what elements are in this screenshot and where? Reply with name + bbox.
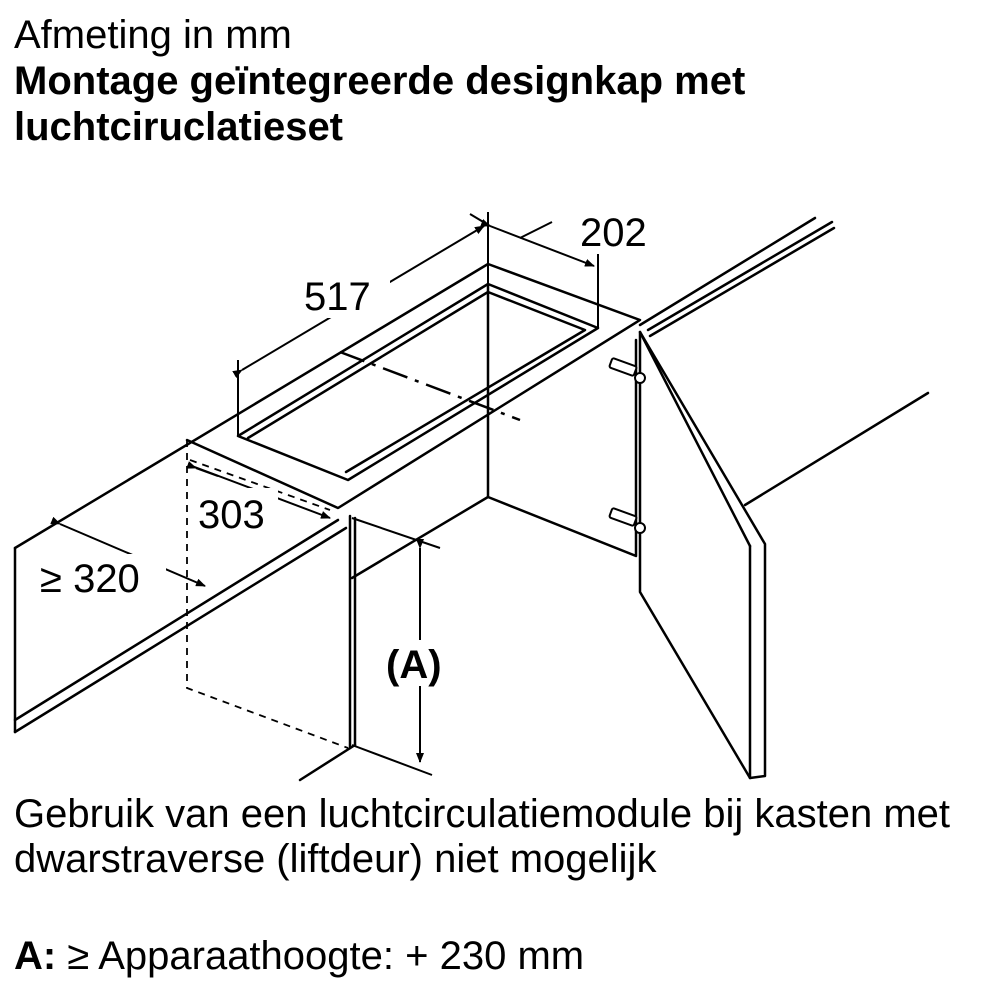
footer-a-line: [14, 932, 584, 980]
dim-label-303: 303: [198, 493, 265, 537]
hidden-outline: [187, 440, 348, 748]
footer-a-label: A:: [14, 934, 57, 978]
footer-a-text: ≥ Apparaathoogte: + 230 mm: [67, 934, 585, 978]
cabinet-door: [640, 332, 765, 778]
dim-label-320: ≥ 320: [40, 557, 140, 601]
upper-cabinet-edge: [640, 218, 815, 325]
page-subtitle: Afmeting in mm: [14, 13, 292, 57]
cabinet-side-panel: [488, 340, 636, 556]
cabinet-front-edge: [15, 520, 338, 720]
page-title: Montage geïntegreerde designkap met luchtciruclatieset: [14, 59, 746, 149]
footer-note: Gebruik van een luchtcirculatiemodule bij kasten met dwarstraverse (liftdeur) niet mogelijk: [14, 792, 951, 881]
dim-label-517: 517: [304, 275, 371, 319]
dim-label-a: (A): [386, 643, 442, 687]
dim-label-202: 202: [580, 211, 647, 255]
